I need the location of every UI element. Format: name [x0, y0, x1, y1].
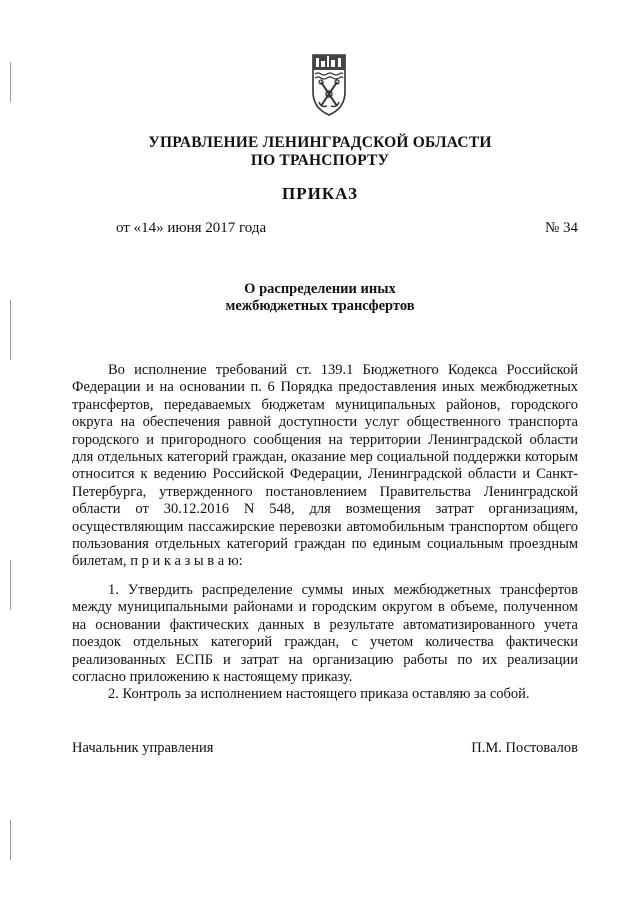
- signatory-role: Начальник управления: [72, 740, 214, 756]
- order-item-2: 2. Контроль за исполнением настоящего приказа оставляю за собой.: [108, 686, 530, 702]
- subject-line-2: межбюджетных трансфертов: [225, 298, 415, 314]
- scan-edge-mark: [10, 560, 11, 610]
- document-subject: [0, 281, 640, 315]
- organization-line-1: УПРАВЛЕНИЕ ЛЕНИНГРАДСКОЙ ОБЛАСТИ: [148, 134, 492, 151]
- subject-line-1: О распределении иных: [244, 281, 396, 297]
- document-number: № 34: [544, 220, 578, 236]
- signatory-name: П.М. Постовалов: [471, 740, 578, 756]
- order-item-1: 1. Утвердить распределение суммы иных межбюджетных трансфертов между муниципальными районами и городским округом в объеме, полученном на основании фактических данных в результате автоматизированного учета поездок отдельных категорий граждан, с учетом количества фактически реализованных ЕСПБ и затрат на организацию работы по их реализации согласно приложению к настоящему приказу.: [72, 582, 578, 686]
- organization-name: [0, 134, 640, 170]
- scan-edge-mark: [10, 820, 11, 860]
- document-type: ПРИКАЗ: [282, 184, 358, 203]
- preamble-text: Во исполнение требований ст. 139.1 Бюджетного Кодекса Российской Федерации и на основании п. 6 Порядка предоставления иных межбюджетных трансфертов, передаваемых бюджетам муниципальных районов, городского округа на обеспечения равной доступности услуг общественного транспорта городского и пригородного сообщения на территории Ленинградской области для отдельных категорий граждан, оказание мер социальной поддержки которым относится к ведению Российской Федерации, Ленинградской области и Санкт-Петербурга, утвержденного постановлением Правительства Ленинградской области от 30.12.2016 N 548, для возмещения затрат организациям, осуществляющим пассажирские перевозки автомобильным транспортом общего пользования отдельных категорий граждан по единым социальным проездным билетам,: [72, 362, 578, 570]
- scan-edge-mark: [10, 62, 11, 102]
- organization-line-2: ПО ТРАНСПОРТУ: [250, 152, 390, 169]
- preamble-paragraph: [72, 362, 578, 571]
- decree-word: п р и к а з ы в а ю:: [130, 553, 243, 570]
- document-date: от «14» июня 2017 года: [116, 220, 267, 236]
- coat-of-arms-icon: [311, 52, 347, 118]
